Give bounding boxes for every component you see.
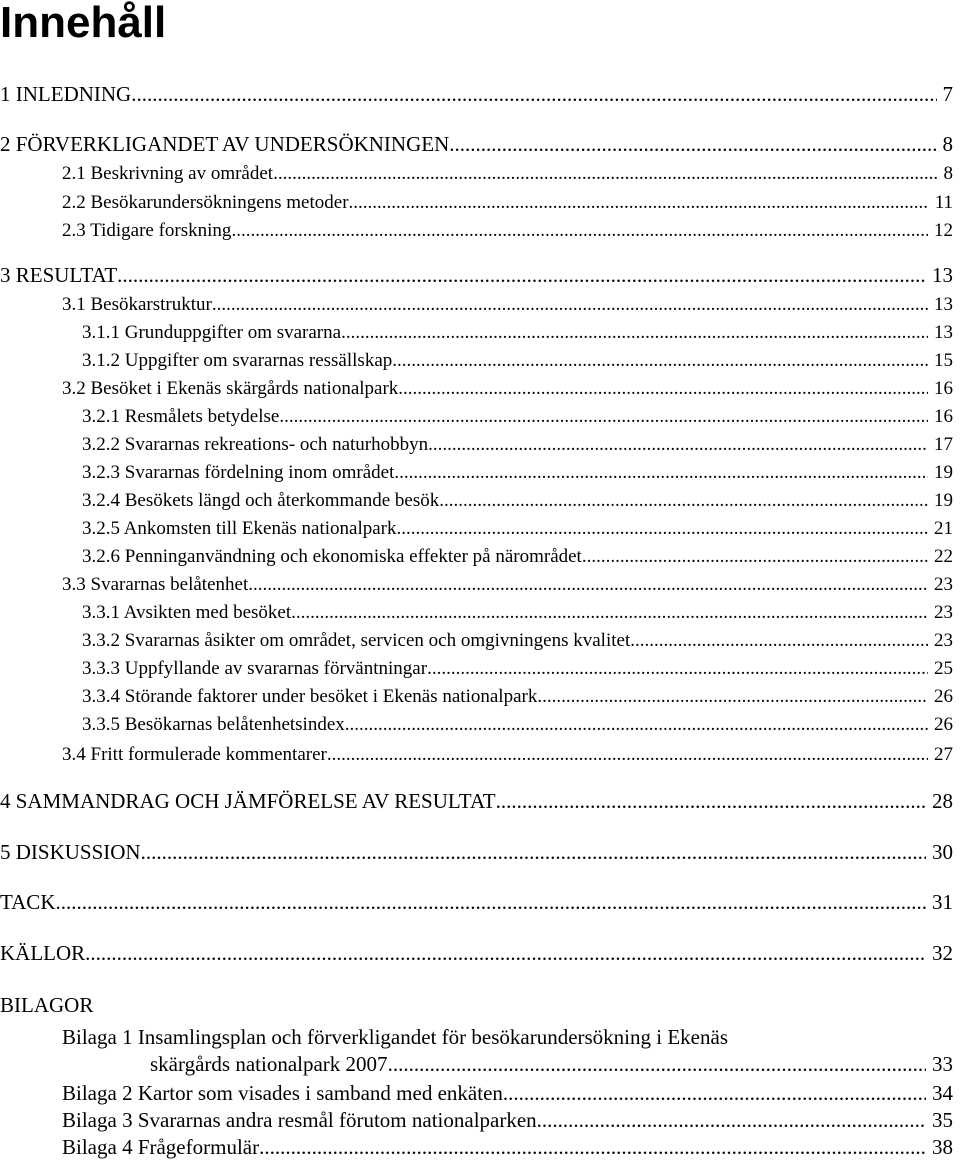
toc-entry[interactable] — [0, 263, 953, 291]
toc-entry[interactable] — [82, 686, 953, 714]
toc-entry[interactable] — [82, 490, 953, 518]
toc-entry-label: 1 INLEDNING — [0, 82, 132, 106]
toc-entry-label: 3.3.4 Störande faktorer under besöket i Ekenäs nationalpark — [82, 686, 538, 707]
page-title: Innehåll — [0, 0, 167, 47]
toc-entry-label: 3.1 Besökarstruktur — [62, 294, 212, 315]
toc-entry-label: 3.3.5 Besökarnas belåtenhetsindex — [82, 714, 345, 735]
toc-entry-page: 26 — [934, 714, 953, 735]
toc-entry-label: 3.4 Fritt formulerade kommentarer — [62, 744, 327, 765]
dot-leader — [630, 630, 928, 652]
toc-entry-page: 27 — [934, 744, 953, 765]
toc-entry[interactable] — [82, 434, 953, 462]
toc-entry[interactable] — [0, 132, 953, 160]
toc-entry[interactable] — [82, 546, 953, 574]
toc-entry-label: 2 FÖRVERKLIGANDET AV UNDERSÖKNINGEN — [0, 132, 450, 156]
toc-entry-page: 16 — [934, 406, 953, 427]
toc-entry-label: 3.2.3 Svararnas fördelning inom området — [82, 462, 395, 483]
toc-entry-page: 33 — [932, 1052, 953, 1076]
toc-entry[interactable] — [62, 1108, 953, 1136]
dot-leader — [503, 1081, 926, 1106]
toc-entry[interactable] — [82, 658, 953, 686]
toc-entry-page: 34 — [932, 1081, 953, 1105]
toc-entry-page: 26 — [934, 686, 953, 707]
toc-entry[interactable] — [62, 378, 953, 406]
toc-entry-page: 13 — [934, 322, 953, 343]
dot-leader — [231, 220, 928, 242]
toc-entry-page: 35 — [932, 1108, 953, 1132]
toc-entry[interactable] — [62, 220, 953, 248]
toc-entry[interactable] — [62, 163, 953, 191]
toc-entry[interactable] — [0, 941, 953, 969]
dot-leader — [85, 941, 926, 966]
toc-entry[interactable] — [82, 714, 953, 742]
dot-leader — [291, 602, 928, 624]
toc-entry[interactable] — [62, 744, 953, 772]
toc-entry[interactable] — [0, 840, 953, 868]
toc-entry[interactable] — [82, 406, 953, 434]
dot-leader — [398, 378, 928, 400]
dot-leader — [496, 789, 926, 814]
toc-entry[interactable] — [0, 789, 953, 817]
toc-entry[interactable] — [82, 602, 953, 630]
toc-entry-label: 3.3 Svararnas belåtenhet — [62, 574, 249, 595]
toc-entry-page: 32 — [932, 941, 953, 965]
toc-entry-page: 22 — [934, 546, 953, 567]
toc-entry-label: 5 DISKUSSION — [0, 840, 141, 864]
dot-leader — [55, 890, 926, 915]
dot-leader — [392, 350, 928, 372]
toc-entry-label: 2.2 Besökarundersökningens metoder — [62, 192, 349, 213]
toc-entry-label: 3.3.2 Svararnas åsikter om området, servicen och omgivningens kvalitet — [82, 630, 631, 651]
dot-leader — [212, 294, 928, 316]
toc-entry-label: KÄLLOR — [0, 941, 86, 965]
toc-entry-label: 3.2.1 Resmålets betydelse — [82, 406, 280, 427]
bilaga-1-line1: Bilaga 1 Insamlingsplan och förverkligandet för besökarundersökning i Ekenäs — [62, 1025, 728, 1049]
toc-entry-page: 38 — [932, 1135, 953, 1159]
toc-entry-label: 3.2.2 Svararnas rekreations- och naturhobbyn — [82, 434, 429, 455]
dot-leader — [428, 434, 928, 456]
toc-entry-page: 23 — [934, 574, 953, 595]
toc-entry-page: 23 — [934, 630, 953, 651]
toc-entry-page: 17 — [934, 434, 953, 455]
toc-entry-label: 3.2.5 Ankomsten till Ekenäs nationalpark — [82, 518, 397, 539]
dot-leader — [117, 263, 926, 288]
toc-entry-label: TACK — [0, 890, 56, 914]
toc-entry-page: 19 — [934, 462, 953, 483]
toc-entry-page: 11 — [934, 192, 953, 213]
toc-entry[interactable] — [82, 462, 953, 490]
dot-leader — [327, 744, 928, 766]
toc-entry-page: 8 — [943, 163, 953, 184]
dot-leader — [397, 518, 928, 540]
toc-entry-label: 3.3.1 Avsikten med besöket — [82, 602, 292, 623]
toc-entry-label: 3.1.1 Grunduppgifter om svararna — [82, 322, 342, 343]
toc-entry-page: 21 — [934, 518, 953, 539]
bilagor-heading: BILAGOR — [0, 993, 94, 1017]
dot-leader — [341, 322, 928, 344]
toc-entry-label: 3.3.3 Uppfyllande av svararnas förväntningar — [82, 658, 428, 679]
toc-entry-label: 2.1 Beskrivning av området — [62, 163, 274, 184]
toc-entry-page: 16 — [934, 378, 953, 399]
toc-entry-label: skärgårds nationalpark 2007 — [150, 1052, 388, 1076]
toc-entry-page: 28 — [932, 789, 953, 813]
toc-entry-label: Bilaga 3 Svararnas andra resmål förutom nationalparken — [62, 1108, 537, 1132]
toc-entry[interactable] — [0, 82, 953, 110]
toc-entry-label: 3 RESULTAT — [0, 263, 118, 287]
dot-leader — [273, 163, 937, 185]
dot-leader — [582, 546, 928, 568]
dot-leader — [537, 686, 928, 708]
dot-leader — [537, 1108, 926, 1133]
toc-entry-page: 23 — [934, 602, 953, 623]
toc-entry[interactable] — [62, 574, 953, 602]
toc-entry-page: 13 — [932, 263, 953, 287]
toc-entry-label: Bilaga 2 Kartor som visades i samband med enkäten — [62, 1081, 503, 1105]
toc-entry-label: 2.3 Tidigare forskning — [62, 220, 232, 241]
toc-entry-label: Bilaga 4 Frågeformulär — [62, 1135, 260, 1159]
toc-entry[interactable] — [62, 1135, 953, 1163]
toc-entry[interactable] — [62, 192, 953, 220]
toc-entry-page: 8 — [942, 132, 953, 156]
dot-leader — [131, 82, 936, 107]
dot-leader — [279, 406, 928, 428]
toc-entry-label: 4 SAMMANDRAG OCH JÄMFÖRELSE AV RESULTAT — [0, 789, 496, 813]
dot-leader — [259, 1135, 926, 1160]
toc-entry-page: 12 — [934, 220, 953, 241]
toc-entry-label: 3.2 Besöket i Ekenäs skärgårds nationalpark — [62, 378, 399, 399]
toc-entry-page: 25 — [934, 658, 953, 679]
toc-entry[interactable] — [82, 630, 953, 658]
dot-leader — [388, 1052, 926, 1077]
toc-entry-label: 3.1.2 Uppgifter om svararnas ressällskap — [82, 350, 393, 371]
toc-entry-page: 19 — [934, 490, 953, 511]
toc-entry-label: 3.2.4 Besökets längd och återkommande besök — [82, 490, 440, 511]
toc-entry[interactable] — [82, 322, 953, 350]
dot-leader — [394, 462, 928, 484]
toc-entry-page: 7 — [942, 82, 953, 106]
toc-entry-label: 3.2.6 Penninganvändning och ekonomiska effekter på närområdet — [82, 546, 582, 567]
dot-leader — [345, 714, 928, 736]
toc-entry-page: 15 — [934, 350, 953, 371]
toc-entry-page: 13 — [934, 294, 953, 315]
toc-entry[interactable] — [150, 1052, 953, 1080]
toc-entry[interactable] — [62, 1081, 953, 1109]
dot-leader — [427, 658, 928, 680]
toc-entry[interactable] — [82, 350, 953, 378]
dot-leader — [439, 490, 928, 512]
toc-entry-page: 30 — [932, 840, 953, 864]
dot-leader — [349, 192, 929, 214]
dot-leader — [449, 132, 936, 157]
toc-entry[interactable] — [62, 294, 953, 322]
dot-leader — [248, 574, 928, 596]
toc-entry[interactable] — [82, 518, 953, 546]
dot-leader — [141, 840, 926, 865]
toc-entry[interactable] — [0, 890, 953, 918]
toc-entry-page: 31 — [932, 890, 953, 914]
